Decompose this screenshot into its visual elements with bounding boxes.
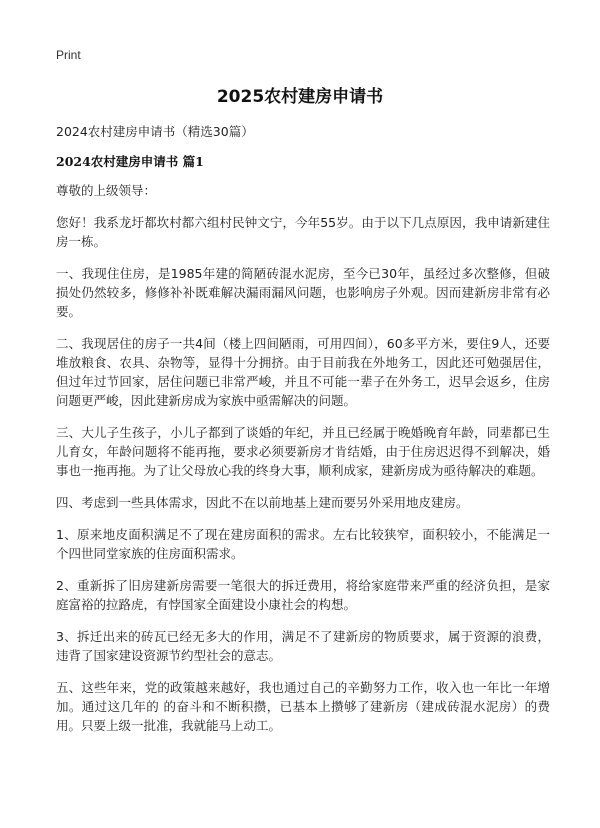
paragraph-reason-4: 四、考虑到一些具体需求，因此不在以前地基上建而要另外采用地皮建房。: [56, 495, 469, 510]
document-subtitle: 2024农村建房申请书（精选30篇）: [56, 124, 254, 139]
paragraph-intro: 您好！我系龙圩都坎村都六组村民钟文宁，今年55岁。由于以下几点原因，我申请新建住房一栋。: [56, 215, 550, 249]
paragraph-reason-5: 五、这些年来，党的政策越来越好，我也通过自己的辛勤努力工作，收入也一年比一年增加。通过这几年的 的奋斗和不断积攒，已基本上攒够了建新房（建成砖混水泥房）的费用。只要上级一批准，我就能马上动工。: [56, 680, 550, 733]
section-heading: 2024农村建房申请书 篇1: [56, 154, 204, 169]
page-title: 2025农村建房申请书: [216, 87, 384, 107]
paragraph-reason-3: 三、大儿子生孩子，小儿子都到了谈婚的年纪，并且已经属于晚婚晚育年龄，同辈都已生儿育女，年龄问题将不能再拖，要求必须要新房才肯结婚，由于住房迟迟得不到解决，婚事也一拖再拖。为了让父母放心我的终身大事，顺利成家，建新房成为亟待解决的难题。: [56, 425, 550, 478]
paragraph-reason-1: 一、我现住住房，是1985年建的简陋砖混水泥房，至今已30年，虽经过多次整修，但破损处仍然较多，修修补补既难解决漏雨漏风问题，也影响房子外观。因而建新房非常有必要。: [56, 266, 550, 319]
paragraph-reason-2: 二、我现居住的房子一共4间（楼上四间陋雨，可用四间），60多平方米，要住9人，还要堆放粮食、农具、杂物等，显得十分拥挤。由于目前我在外地务工，因此还可勉强居住，但过年过节回家，居住问题已非常严峻，并且不可能一辈子在外务工，迟早会返乡，住房问题更严峻，因此建新房成为家族中亟需解决的问题。: [56, 336, 550, 408]
paragraph-subpoint-1: 1、原来地皮面积满足不了现在建房面积的需求。左右比较狭窄，面积较小，不能满足一个四世同堂家族的住房面积需求。: [56, 527, 550, 561]
salutation: 尊敬的上级领导：: [56, 183, 157, 198]
document-body: [56, 181, 550, 748]
print-link[interactable]: Print: [56, 48, 81, 62]
paragraph-subpoint-2: 2、重新拆了旧房建新房需要一笔很大的拆迁费用，将给家庭带来严重的经济负担，是家庭富裕的拉路虎，有悖国家全面建设小康社会的构想。: [56, 578, 550, 612]
paragraph-subpoint-3: 3、拆迁出来的砖瓦已经无多大的作用，满足不了建新房的物质要求，属于资源的浪费，违背了国家建设资源节约型社会的意志。: [56, 629, 550, 663]
